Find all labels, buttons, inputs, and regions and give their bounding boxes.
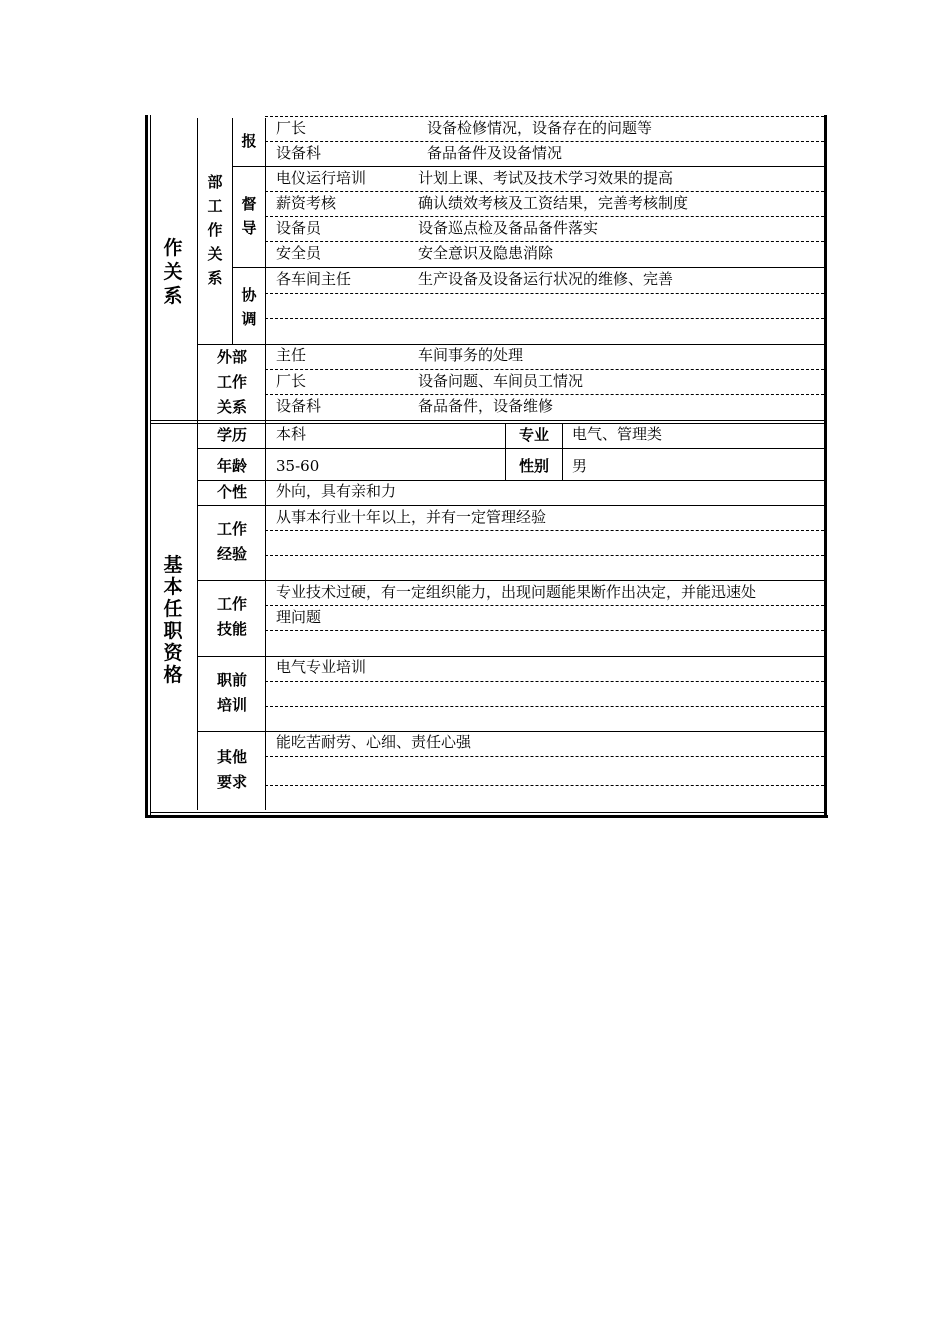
supervise-label [238,192,260,240]
work-relations-title [162,236,184,308]
coordinate-content: 生产设备及设备运行状况的维修、完善 [418,270,674,288]
rule [265,630,824,631]
major-label: 专业 [518,426,549,444]
rule [265,555,824,556]
coordinate-party: 各车间主任 [276,270,352,288]
external-party: 主任 [276,346,307,364]
col-line-b [232,118,233,344]
outer-left-border [145,115,148,818]
outer-left-inner-border [150,115,151,818]
label-line: 要求 [216,773,247,791]
age-label: 年龄 [216,457,247,475]
label-char: 工 [207,197,223,215]
supervise-content: 计划上课、考试及技术学习效果的提高 [418,169,674,187]
col-line-major-right [562,423,563,480]
title-char: 作 [163,237,183,259]
external-party: 设备科 [276,397,322,415]
label-line: 经验 [216,545,247,563]
supervise-content: 安全意识及隐患消除 [418,244,554,262]
education-label: 学历 [216,426,247,444]
internal-relations-label [204,170,226,290]
rule [265,785,824,786]
outer-bottom-border [145,815,828,818]
section-divider [150,420,824,421]
rule [265,530,824,531]
title-char: 关 [163,261,183,283]
report-party: 厂长 [276,119,307,137]
title-char: 基 [163,554,183,576]
title-char: 职 [163,620,183,642]
supervise-party: 安全员 [276,244,322,262]
supervise-content: 确认绩效考核及工资结果，完善考核制度 [418,194,689,212]
external-party: 厂长 [276,372,307,390]
rule [197,448,824,449]
label-char: 调 [241,310,257,328]
report-content: 备品备件及设备情况 [427,144,563,162]
outer-right-border [824,115,827,818]
major-value: 电气、管理类 [572,425,663,443]
rule [265,605,824,606]
supervise-party: 薪资考核 [276,194,337,212]
gender-label: 性别 [518,457,549,475]
rule [265,706,824,707]
age-value: 35-60 [276,457,320,475]
external-relations-label [200,345,264,420]
label-char: 系 [207,269,223,287]
other-value: 能吃苦耐劳、心细、责任心强 [276,733,472,751]
experience-value: 从事本行业十年以上，并有一定管理经验 [276,508,547,526]
report-party: 设备科 [276,144,322,162]
label-char: 部 [207,173,223,191]
label-char: 协 [241,286,257,304]
qualifications-title [162,554,184,686]
label-line: 培训 [216,696,247,714]
label-char: 关 [207,245,223,263]
training-value: 电气专业培训 [276,658,367,676]
label-char: 导 [241,219,257,237]
external-content: 备品备件，设备维修 [418,397,554,415]
rule [265,756,824,757]
skills-label [200,592,264,642]
label-line: 关系 [216,398,247,416]
label-line: 工作 [216,520,247,538]
other-label [200,745,264,795]
external-content: 设备问题、车间员工情况 [418,372,584,390]
col-line-a [197,118,198,810]
label-line: 工作 [216,373,247,391]
skills-value-line: 专业技术过硬，有一定组织能力，出现问题能果断作出决定，并能迅速处 [276,583,757,601]
supervise-party: 设备员 [276,219,322,237]
label-char: 作 [207,221,223,239]
rule [265,293,824,294]
outer-bottom-inner-border [150,812,824,813]
label-line: 职前 [216,671,247,689]
rule [265,681,824,682]
supervise-party: 电仪运行培训 [276,169,367,187]
training-label [200,668,264,718]
title-char: 本 [163,576,183,598]
rule [265,318,824,319]
label-line: 技能 [216,620,247,638]
experience-label [200,517,264,567]
supervise-content: 设备巡点检及备品备件落实 [418,219,599,237]
gender-value: 男 [572,457,588,475]
external-content: 车间事务的处理 [418,346,524,364]
label-line: 工作 [216,595,247,613]
label-line: 外部 [216,348,247,366]
skills-value-line: 理问题 [276,608,322,626]
label-char: 督 [241,195,257,213]
label-char: 报 [241,132,257,150]
title-char: 任 [163,598,183,620]
personality-value: 外向，具有亲和力 [276,482,397,500]
education-value: 本科 [276,425,307,443]
coordinate-label [238,283,260,331]
label-line: 其他 [216,748,247,766]
title-char: 系 [163,285,183,307]
report-content: 设备检修情况，设备存在的问题等 [427,119,653,137]
personality-label: 个性 [216,483,247,501]
title-char: 格 [163,664,183,686]
report-label [238,130,260,152]
title-char: 资 [163,642,183,664]
